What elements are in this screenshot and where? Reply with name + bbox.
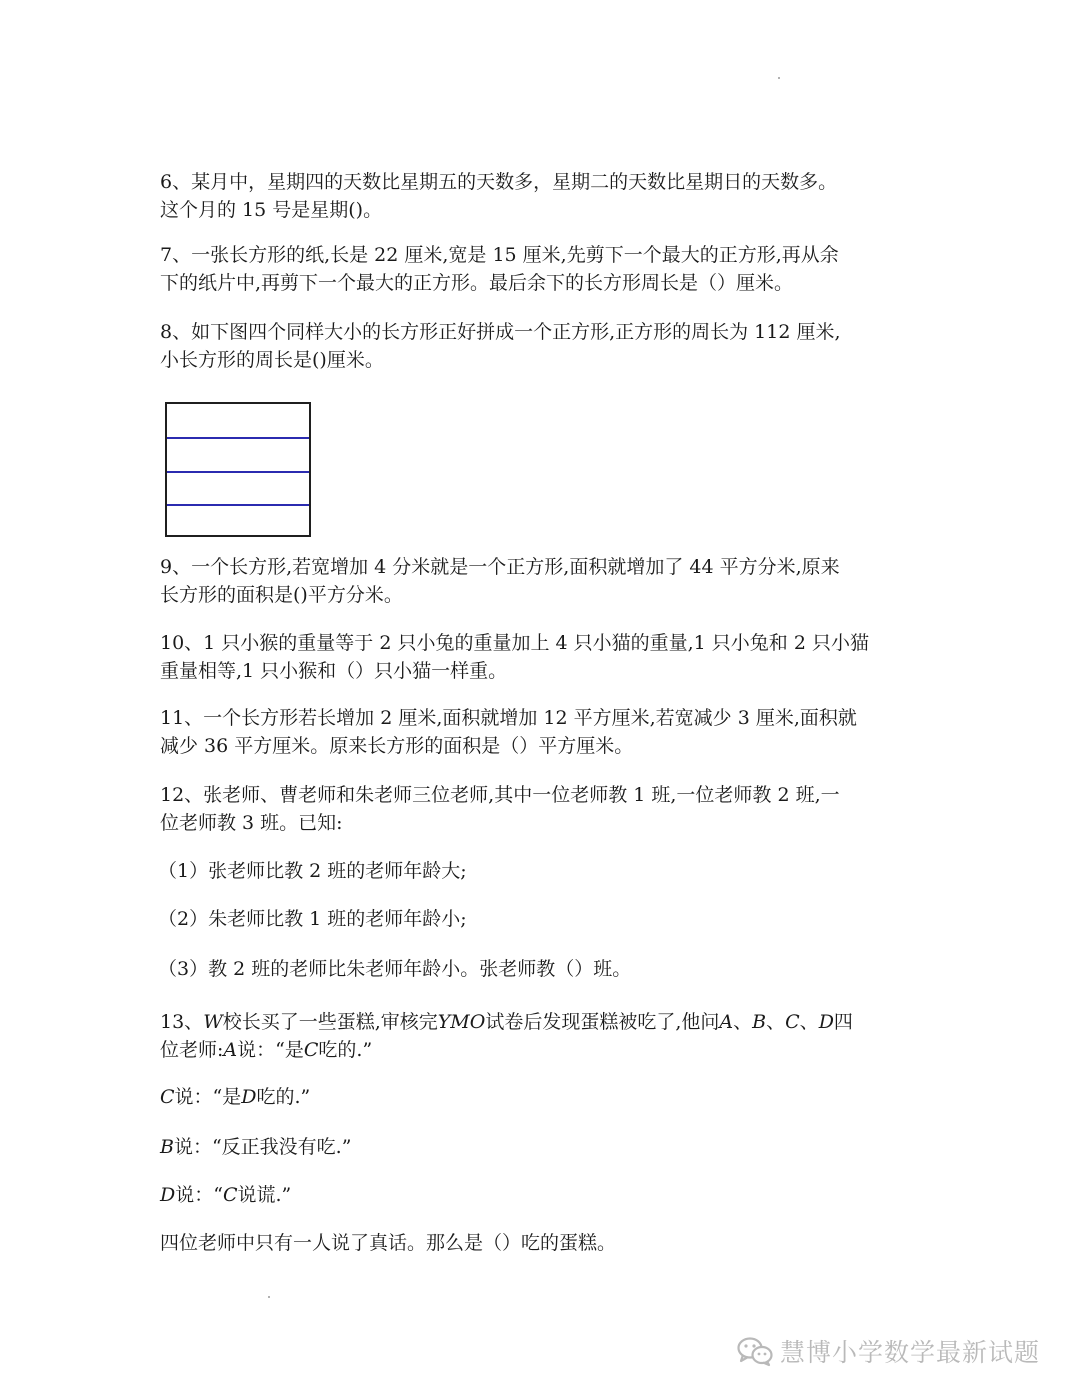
watermark-text: 慧博小学数学最新试题: [780, 1338, 1041, 1367]
math-var-d: D: [818, 1011, 834, 1033]
q8-line2: 小长方形的周长是()厘米。: [160, 349, 384, 371]
separator: 、: [733, 1011, 753, 1033]
q9-line2: 长方形的面积是()平方分米。: [160, 584, 403, 606]
rectangle-divider-line: [167, 471, 309, 473]
scan-speck: [778, 77, 780, 79]
four-rectangles-square-figure: [165, 402, 311, 537]
q13-text: 四: [833, 1011, 853, 1033]
rectangle-divider-line: [167, 437, 309, 439]
q12-line1: 12、张老师、曹老师和朱老师三位老师,其中一位老师教 1 班,一位老师教 2 班,一: [160, 784, 840, 806]
q6-line2: 这个月的 15 号是星期()。: [160, 199, 383, 221]
math-var-a: A: [223, 1039, 238, 1061]
math-var-a: A: [719, 1011, 734, 1033]
q12-condition-2: （2）朱老师比教 1 班的老师年龄小;: [158, 908, 467, 930]
q13-text: 吃的.”: [318, 1039, 373, 1061]
q13-line1: [160, 1008, 853, 1036]
math-var-w: W: [203, 1011, 223, 1033]
q13-text: 位老师:: [160, 1039, 224, 1061]
q13-final-line: 四位老师中只有一人说了真话。那么是（）吃的蛋糕。: [160, 1232, 617, 1254]
statement-text: 说：“是: [174, 1086, 242, 1108]
q13-text: 试卷后发现蛋糕被吃了,他问: [485, 1011, 720, 1033]
statement-text: 吃的.”: [256, 1086, 311, 1108]
separator: 、: [766, 1011, 786, 1033]
math-var-c: C: [303, 1039, 319, 1061]
q13-number: 13、: [160, 1011, 204, 1033]
math-var-d: D: [241, 1086, 257, 1108]
q8-line1: 8、如下图四个同样大小的长方形正好拼成一个正方形,正方形的周长为 112 厘米,: [160, 321, 841, 343]
statement-text: 说：“反正我没有吃.”: [173, 1136, 352, 1158]
q9-line1: 9、一个长方形,若宽增加 4 分米就是一个正方形,面积就增加了 44 平方分米,原来: [160, 556, 840, 578]
math-var-c: C: [785, 1011, 800, 1033]
q7-line2: 下的纸片中,再剪下一个最大的正方形。最后余下的长方形周长是（）厘米。: [160, 272, 794, 294]
watermark: [736, 1333, 1040, 1369]
q12-condition-3: （3）教 2 班的老师比朱老师年龄小。张老师教（）班。: [158, 958, 632, 980]
statement-d: [160, 1181, 291, 1209]
math-var-b: B: [752, 1011, 767, 1033]
q11-line1: 11、一个长方形若长增加 2 厘米,面积就增加 12 平方厘米,若宽减少 3 厘米,面积就: [160, 707, 857, 729]
statement-b: [160, 1133, 351, 1161]
q6-line1: 6、某月中，星期四的天数比星期五的天数多，星期二的天数比星期日的天数多。: [160, 171, 838, 193]
math-var-c: C: [222, 1184, 238, 1206]
q12-condition-1: （1）张老师比教 2 班的老师年龄大;: [158, 860, 467, 882]
statement-text: 说：“: [175, 1184, 223, 1206]
q12-line2: 位老师教 3 班。已知:: [160, 812, 343, 834]
q13-text: 说：“是: [237, 1039, 304, 1061]
q7-line1: 7、一张长方形的纸,长是 22 厘米,宽是 15 厘米,先剪下一个最大的正方形,再从余: [160, 244, 839, 266]
math-var-b: B: [160, 1136, 174, 1158]
rectangle-divider-line: [167, 504, 309, 506]
q11-line2: 减少 36 平方厘米。原来长方形的面积是（）平方厘米。: [160, 735, 634, 757]
math-var-d: D: [160, 1184, 176, 1206]
math-var-c: C: [160, 1086, 175, 1108]
separator: 、: [799, 1011, 819, 1033]
statement-text: 说谎.”: [237, 1184, 292, 1206]
q10-line2: 重量相等,1 只小猴和（）只小猫一样重。: [160, 660, 508, 682]
q10-line1: 10、1 只小猴的重量等于 2 只小兔的重量加上 4 只小猫的重量,1 只小兔和 2 只小猫: [160, 632, 869, 654]
q13-line2: [160, 1036, 372, 1064]
scan-speck: [268, 1296, 270, 1298]
math-var-ymo: YMO: [437, 1011, 486, 1033]
wechat-icon: [736, 1335, 774, 1367]
q13-text: 校长买了一些蛋糕,审核完: [222, 1011, 438, 1033]
statement-c: [160, 1083, 310, 1111]
